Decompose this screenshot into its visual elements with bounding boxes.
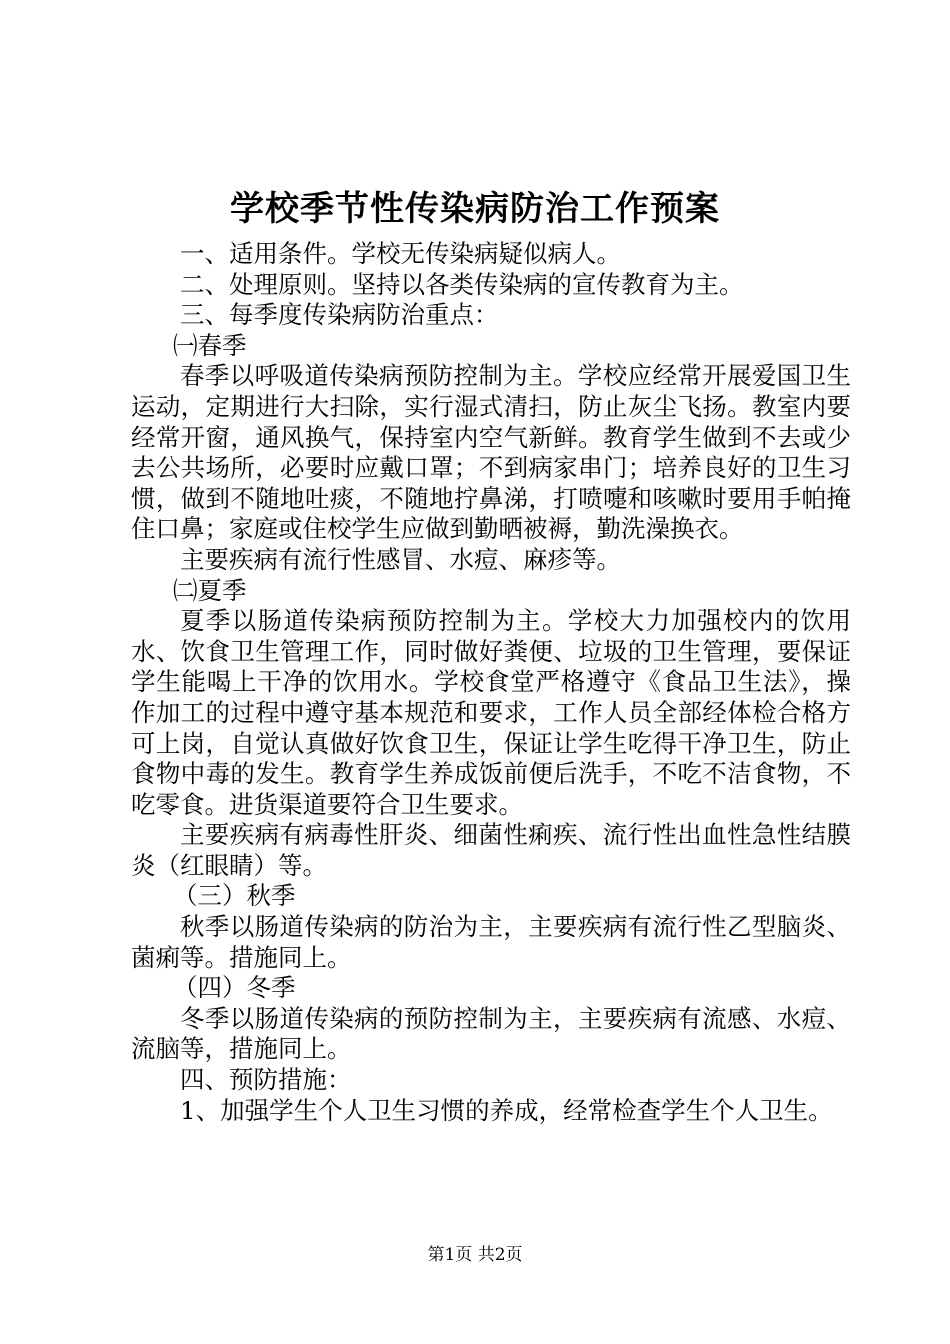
paragraph-spring-measures: 春季以呼吸道传染病预防控制为主。学校应经常开展爱国卫生运动，定期进行大扫除，实行湿式清扫，防止灰尘飞扬。教室内要经常开窗，通风换气，保持室内空气新鲜。教育学生做到不去或少去公共场所，必要时应戴口罩；不到病家串门；培养良好的卫生习惯，做到不随地吐痰，不随地拧鼻涕，打喷嚏和咳嗽时要用手帕掩住口鼻；家庭或住校学生应做到勤晒被褥，勤洗澡换衣。 xyxy=(131,361,851,544)
subsection-winter-heading: （四）冬季 xyxy=(173,973,296,1003)
section-prevention-heading: 四、预防措施： xyxy=(180,1065,352,1095)
section-handling-principles: 二、处理原则。坚持以各类传染病的宣传教育为主。 xyxy=(180,269,744,299)
subsection-spring-heading: ㈠春季 xyxy=(173,330,247,360)
section-applicable-conditions: 一、适用条件。学校无传染病疑似病人。 xyxy=(180,239,621,268)
paragraph-autumn-measures: 秋季以肠道传染病的防治为主，主要疾病有流行性乙型脑炎、菌痢等。措施同上。 xyxy=(131,912,851,972)
section-seasonal-focus-heading: 三、每季度传染病防治重点： xyxy=(180,300,499,330)
paragraph-summer-diseases: 主要疾病有病毒性肝炎、细菌性痢疾、流行性出血性急性结膜炎（红眼睛）等。 xyxy=(131,820,851,880)
subsection-summer-heading: ㈡夏季 xyxy=(173,575,247,605)
document-body xyxy=(131,239,851,1126)
paragraph-prevention-item-1: 1、加强学生个人卫生习惯的养成，经常检查学生个人卫生。 xyxy=(180,1095,833,1125)
subsection-autumn-heading: （三）秋季 xyxy=(173,881,296,911)
page-number-footer: 第1页 共2页 xyxy=(427,1245,523,1265)
paragraph-spring-diseases: 主要疾病有流行性感冒、水痘、麻疹等。 xyxy=(180,544,621,574)
paragraph-winter-measures: 冬季以肠道传染病的预防控制为主，主要疾病有流感、水痘、流脑等，措施同上。 xyxy=(131,1003,851,1064)
document-title: 学校季节性传染病防治工作预案 xyxy=(230,189,720,229)
paragraph-summer-measures: 夏季以肠道传染病预防控制为主。学校大力加强校内的饮用水、饮食卫生管理工作，同时做好粪便、垃圾的卫生管理，要保证学生能喝上干净的饮用水。学校食堂严格遵守《食品卫生法》，操作加工的过程中遵守基本规范和要求，工作人员全部经体检合格方可上岗，自觉认真做好饮食卫生，保证让学生吃得干净卫生，防止食物中毒的发生。教育学生养成饭前便后洗手，不吃不洁食物，不吃零食。进货渠道要符合卫生要求。 xyxy=(131,606,851,819)
